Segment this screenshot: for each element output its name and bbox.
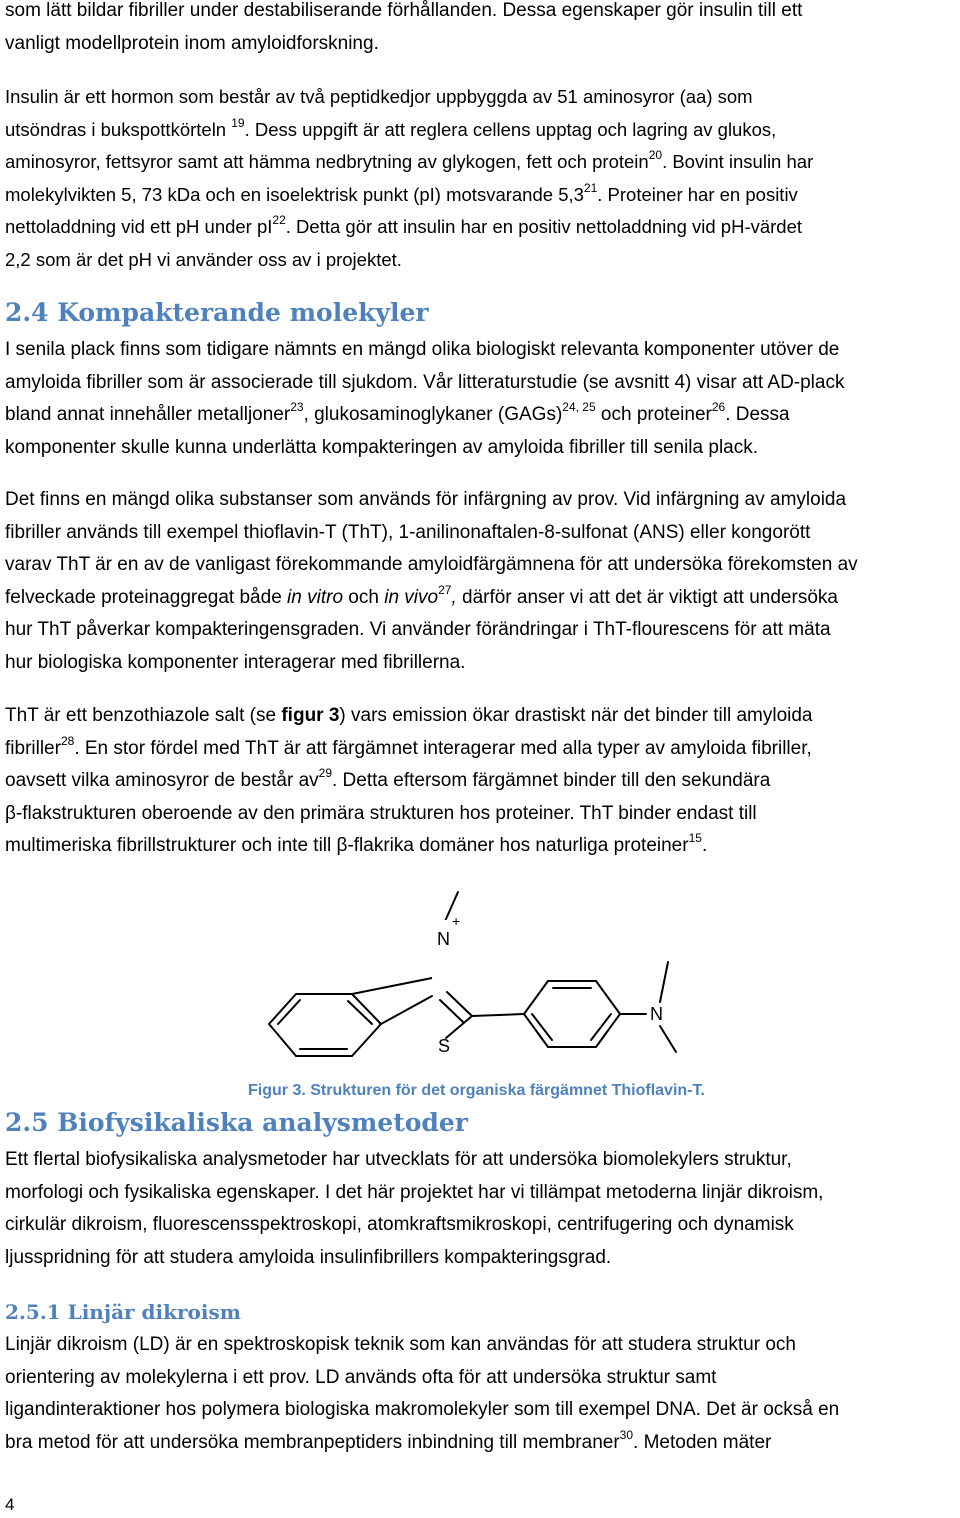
atom-n: N [650, 1004, 663, 1024]
citation: 24, 25 [562, 400, 596, 414]
paragraph-insulin [5, 81, 957, 276]
thioflavin-t-structure-figure [262, 880, 682, 1056]
text-line: ThT är ett benzothiazole salt (se figur 3) vars emission ökar drastiskt när det binder till amyloida [5, 705, 813, 726]
text-line: morfologi och fysikaliska egenskaper. I det här projektet har vi tillämpat metoderna linjär dikroism, [5, 1181, 824, 1203]
section-heading-2-5: 2.5 Biofysikaliska analysmetoder [5, 1108, 468, 1137]
text-line: β-flakstrukturen oberoende av den primära strukturen hos proteiner. ThT binder endast till [5, 802, 757, 824]
text-line: nettoladdning vid ett pH under $pI^{22}$. Detta gör att insulin har en positiv nettoladdning vid pH-värdet [5, 213, 803, 237]
text-line: hur ThT påverkar kompakteringensgraden. Vi använder förändringar i ThT-flourescens för att mäta [5, 619, 831, 640]
text-line: som lätt bildar fibriller under destabiliserande förhållanden. Dessa egenskaper gör insulin till ett [5, 0, 803, 21]
section-heading-2-4: 2.4 Kompakterande molekyler [5, 298, 429, 327]
paragraph-intro-continued [5, 0, 957, 60]
paragraph-compacting-molecules [5, 334, 957, 464]
text-line: multimeriska fibrillstrukturer och inte till β-flakrika domäner hos naturliga proteiner$^{15}$. [5, 831, 708, 856]
text-line: 2,2 som är det pH vi använder oss av i projektet. [5, 248, 402, 270]
text-line: Det finns en mängd olika substanser som används för infärgning av prov. Vid infärgning av amyloida [5, 489, 847, 510]
text-line: ligandinteraktioner hos polymera biologiska makromolekyler som till exempel DNA. Det är också en [5, 1399, 840, 1420]
text-line: komponenter skulle kunna underlätta kompakteringen av amyloida fibriller till senila plack. [5, 436, 759, 458]
citation: 28 [60, 733, 75, 748]
text-line: Linjär dikroism (LD) är en spektroskopisk teknik som kan användas för att studera struktur och [5, 1334, 796, 1355]
text-line: varav ThT är en av de vanligast förekommande amyloidfärgämnena för att undersöka förekomsten av [5, 554, 858, 575]
section-heading-2-5-1: 2.5.1 Linjär dikroism [5, 1300, 241, 1324]
text-line: fibriller används till exempel thioflavin-T (ThT), 1-anilinonaftalen-8-sulfonat (ANS) eller kongorött [5, 521, 811, 543]
citation: 27 [438, 582, 452, 597]
citation: 20 [648, 148, 663, 162]
citation: 29 [318, 766, 332, 780]
citation: 19 [231, 115, 245, 130]
text-line: fibriller$^{28}$. En stor fördel med ThT är att färgämnet interagerar med alla typer av amyloida fibriller, [5, 733, 812, 759]
figure-caption: Figur 3. Strukturen för det organiska färgämnet Thioflavin-T. [248, 1082, 705, 1099]
text-line: cirkulär dikroism, fluorescensspektroskopi, atomkraftsmikroskopi, centrifugering och dynamisk [5, 1214, 794, 1235]
text-line: aminosyror, fettsyror samt att hämma nedbrytning av glykogen, fett och protein$^{20}$. Bovint insulin har [5, 148, 814, 172]
citation: 21 [583, 180, 598, 195]
citation: 15 [688, 831, 702, 845]
text-line: amyloida fibriller som är associerade till sjukdom. Vår litteraturstudie (se avsnitt 4) visar att AD-plack [5, 371, 845, 393]
citation: 22 [272, 213, 286, 227]
text-line: molekylvikten 5, 73 kDa och en isoelektrisk punkt (pI) motsvarande $5,3^{21}$. Proteiner har en positiv [5, 180, 798, 205]
citation: 23 [290, 400, 304, 414]
text-line: orientering av molekylerna i ett prov. LD används ofta för att undersöka struktur samt [5, 1366, 717, 1388]
citation: 26 [711, 400, 726, 414]
atom-s: S [438, 1036, 451, 1056]
paragraph-tht [5, 700, 957, 863]
page-number: 4 [5, 1495, 15, 1514]
text-line: oavsett vilka aminosyror de består $av^{29}$. Detta eftersom färgämnet binder till den sekundära [5, 766, 771, 791]
text-line: vanligt modellprotein inom amyloidforskning. [5, 32, 379, 54]
paragraph-linear-dichroism [5, 1329, 957, 1459]
paragraph-biophysical-methods [5, 1144, 957, 1274]
paragraph-staining [5, 484, 957, 679]
citation: 30 [619, 1427, 634, 1442]
text-line: Insulin är ett hormon som består av två peptidkedjor uppbyggda av 51 aminosyror (aa) som [5, 86, 753, 107]
charge-plus: + [452, 913, 461, 929]
atom-n: N [437, 929, 450, 949]
text-line: felveckade proteinaggregat både in vitro och in vivo$^{27}$, därför anser vi att det är viktigt att undersöka [5, 582, 838, 608]
text-line: bra metod för att undersöka membranpeptiders inbindning till membraner$^{30}$. Metoden mäter [5, 1427, 772, 1453]
text-line: bland annat innehåller metalljoner$^{23}$, glukosaminoglykaner (GAGs)$^{24, 25}$ och proteiner$^{26}$. Dessa [5, 400, 790, 425]
text-line: I senila plack finns som tidigare nämnts en mängd olika biologiskt relevanta komponenter utöver de [5, 339, 840, 360]
text-line: hur biologiska komponenter interagerar med fibrillerna. [5, 651, 466, 673]
text-line: ljusspridning för att studera amyloida insulinfibrillers kompakteringsgrad. [5, 1246, 612, 1268]
text-line: Ett flertal biofysikaliska analysmetoder har utvecklats för att undersöka biomolekylers struktur, [5, 1149, 792, 1170]
text-line: utsöndras i bukspottkörteln $^{19}$. Dess uppgift är att reglera cellens upptag och lagring av glukos, [5, 115, 777, 140]
